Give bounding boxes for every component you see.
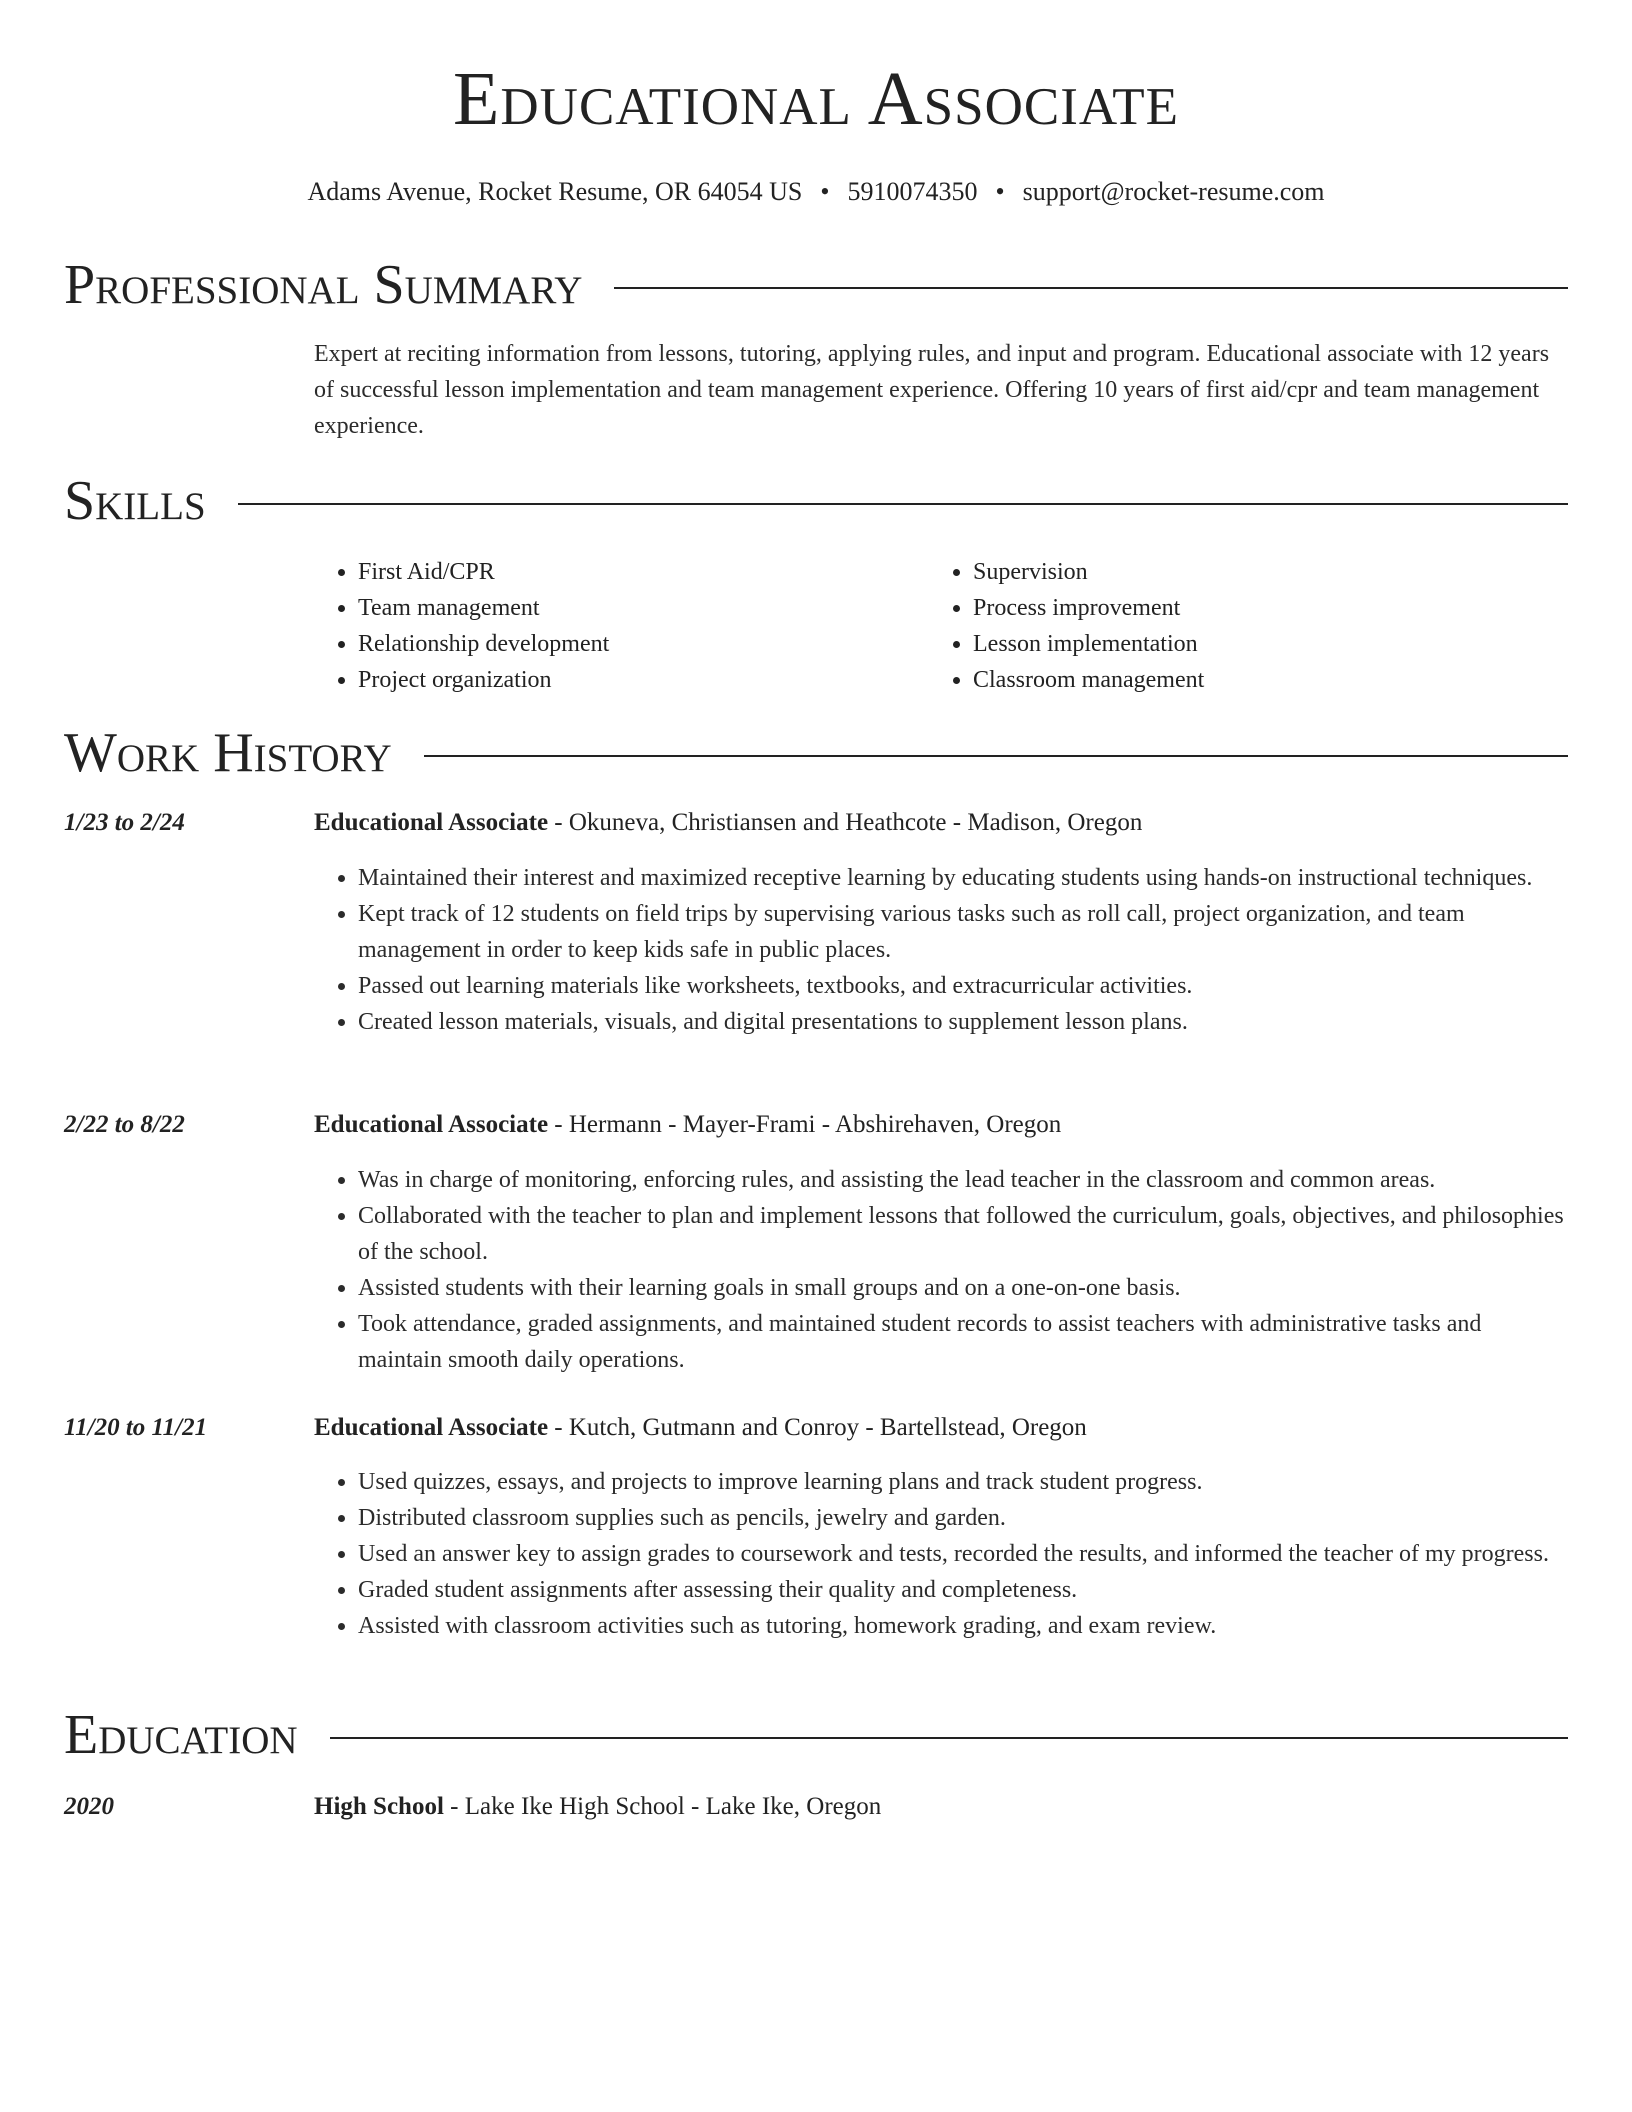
skill-item: • First Aid/CPR xyxy=(358,554,929,590)
job-bullet: • Used quizzes, essays, and projects to improve learning plans and track student progress. xyxy=(358,1464,1568,1500)
job-title-line xyxy=(314,1410,1087,1446)
skill-item: • Relationship development xyxy=(358,626,929,662)
job-dates: 2/22 to 8/22 xyxy=(64,1111,185,1138)
section-title-education: Education xyxy=(64,1704,298,1766)
job-employer: - Okuneva, Christiansen and Heathcote - Madison, Oregon xyxy=(548,809,1143,836)
job-bullet: • Was in charge of monitoring, enforcing rules, and assisting the lead teacher in the classroom and common areas. xyxy=(358,1162,1568,1198)
job-bullet: • Assisted students with their learning goals in small groups and on a one-on-one basis. xyxy=(358,1270,1568,1306)
job-bullet: • Created lesson materials, visuals, and digital presentations to supplement lesson plans. xyxy=(358,1004,1568,1040)
summary-text: Expert at reciting information from lessons, tutoring, applying rules, and input and program. Educational associate with 12 years of successful lesson implementation and team management experience. Offering 10 years of first aid/cpr and team management experience. xyxy=(314,341,1550,439)
job-role: Educational Associate xyxy=(314,1414,549,1441)
skill-item: • Lesson implementation xyxy=(973,626,1544,662)
job-bullets xyxy=(314,1162,1568,1378)
section-divider xyxy=(424,755,1568,757)
job-title-line xyxy=(314,1107,1061,1143)
skill-item: • Project organization xyxy=(358,662,929,698)
skill-item: • Team management xyxy=(358,590,929,626)
skill-item: • Classroom management xyxy=(973,662,1544,698)
job-title-line xyxy=(314,805,1142,841)
job-bullet: • Passed out learning materials like worksheets, textbooks, and extracurricular activities. xyxy=(358,968,1568,1004)
education-year: 2020 xyxy=(64,1793,114,1820)
job-bullet: • Collaborated with the teacher to plan and implement lessons that followed the curriculum, goals, objectives, and philosophies of the school. xyxy=(358,1198,1568,1270)
section-divider xyxy=(614,287,1568,289)
skills-column-right xyxy=(929,554,1544,698)
job-dates: 1/23 to 2/24 xyxy=(64,809,185,836)
education-school: - Lake Ike High School - Lake Ike, Oregon xyxy=(443,1793,882,1820)
skill-item: • Process improvement xyxy=(973,590,1544,626)
address: Adams Avenue, Rocket Resume, OR 64054 US xyxy=(307,177,803,206)
email: support@rocket-resume.com xyxy=(1022,177,1325,206)
contact-separator: • xyxy=(995,177,1005,206)
section-divider xyxy=(238,503,1568,505)
section-title-work: Work History xyxy=(64,722,392,784)
skill-item: • Supervision xyxy=(973,554,1544,590)
education-degree: High School xyxy=(314,1793,444,1820)
job-bullets xyxy=(314,1464,1568,1644)
skills-list xyxy=(314,554,1568,698)
education-title-line xyxy=(314,1789,881,1825)
job-bullet: • Graded student assignments after assessing their quality and completeness. xyxy=(358,1572,1568,1608)
job-bullet: • Took attendance, graded assignments, and maintained student records to assist teachers with administrative tasks and maintain smooth daily operations. xyxy=(358,1306,1568,1378)
job-bullet: • Maintained their interest and maximized receptive learning by educating students using hands-on instructional techniques. xyxy=(358,860,1568,896)
summary-section-header xyxy=(64,250,1568,320)
section-title-summary: Professional Summary xyxy=(64,254,583,316)
candidate-name: Educational Associate xyxy=(452,57,1179,141)
job-dates: 11/20 to 11/21 xyxy=(64,1414,208,1441)
contact-separator: • xyxy=(820,177,830,206)
job-bullet: • Kept track of 12 students on field trips by supervising various tasks such as roll call, project organization, and team management in order to keep kids safe in public places. xyxy=(358,896,1568,968)
job-employer: - Kutch, Gutmann and Conroy - Bartellstead, Oregon xyxy=(548,1414,1087,1441)
job-employer: - Hermann - Mayer-Frami - Abshirehaven, Oregon xyxy=(548,1111,1062,1138)
section-divider xyxy=(330,1737,1568,1739)
job-bullets xyxy=(314,860,1568,1040)
phone: 5910074350 xyxy=(847,177,978,206)
job-bullet: • Used an answer key to assign grades to coursework and tests, recorded the results, and informed the teacher of my progress. xyxy=(358,1536,1568,1572)
skills-section-header xyxy=(64,466,1568,536)
job-role: Educational Associate xyxy=(314,1111,549,1138)
education-section-header xyxy=(64,1700,1568,1770)
job-role: Educational Associate xyxy=(314,809,549,836)
section-title-skills: Skills xyxy=(64,470,206,532)
work-section-header xyxy=(64,718,1568,788)
skills-column-left xyxy=(314,554,929,698)
contact-line xyxy=(0,174,1632,210)
job-bullet: • Distributed classroom supplies such as pencils, jewelry and garden. xyxy=(358,1500,1568,1536)
job-bullet: • Assisted with classroom activities such as tutoring, homework grading, and exam review. xyxy=(358,1608,1568,1644)
